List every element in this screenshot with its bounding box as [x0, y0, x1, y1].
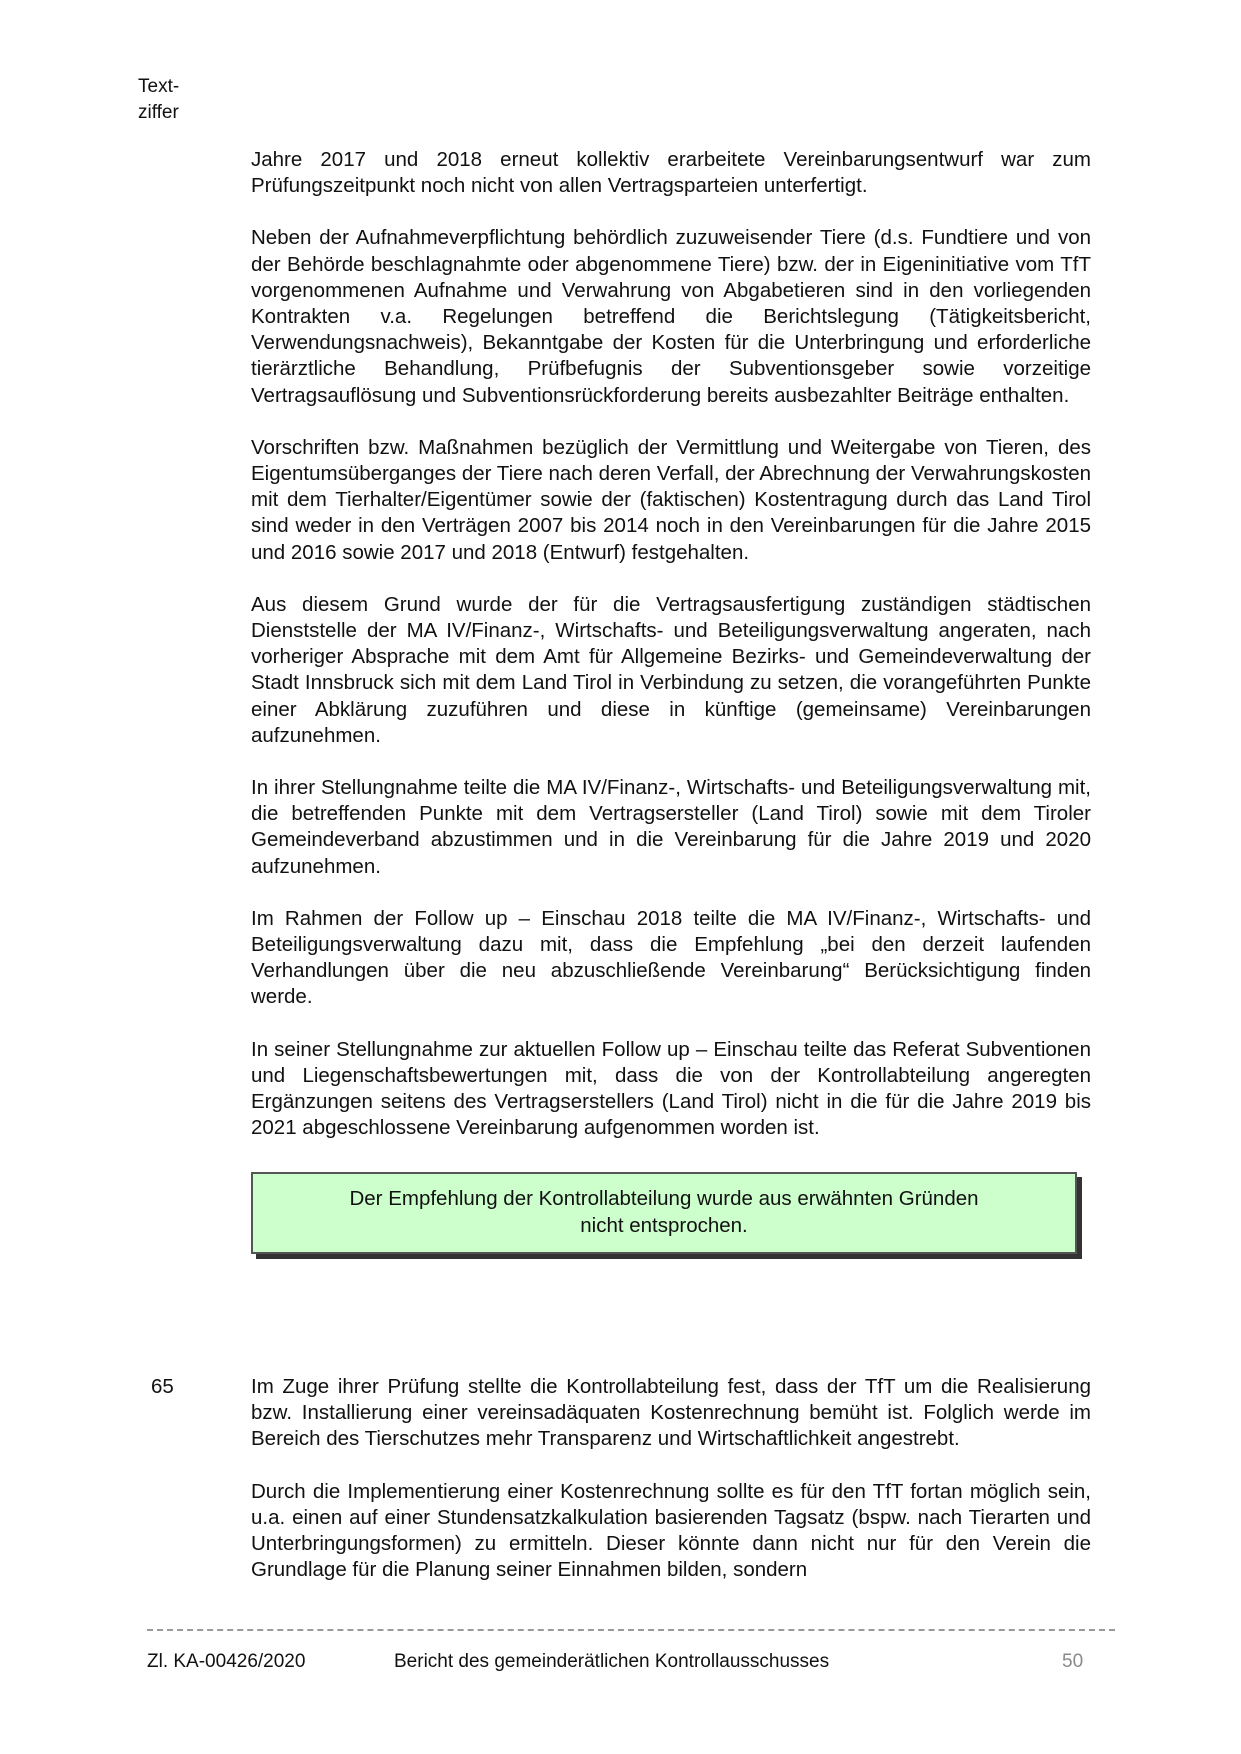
footer-page-number: 50 [1062, 1651, 1084, 1672]
main-text-block [251, 147, 1091, 1254]
footer-title: Bericht des gemeinderätlichen Kontrollausschusses [394, 1651, 830, 1672]
paragraph-2: Neben der Aufnahmeverpflichtung behördlich zuzuweisender Tiere (d.s. Fundtiere und von der Behörde beschlagnahmte oder abgenommene Tiere) bzw. der in Eigeninitiative vom TfT vorgenommenen Aufnahme und Verwahrung von Abgabetieren sind in den vorliegenden Kontrakten v.a. Regelungen betreffend die Berichtslegung (Tätigkeitsbericht, Verwendungsnachweis), Bekanntgabe der Kosten für die Unterbringung und erforderliche tierärztliche Behandlung, Prüfbefugnis der Subventionsgeber sowie vorzeitige Vertragsauflösung und Subventionsrückforderung bereits ausbezahlter Beiträge enthalten. [251, 226, 1091, 407]
paragraph-1: Jahre 2017 und 2018 erneut kollektiv erarbeitete Vereinbarungsentwurf war zum Prüfungszeitpunkt noch nicht von allen Vertragsparteien unterfertigt. [251, 148, 1091, 198]
recommendation-line1: Der Empfehlung der Kontrollabteilung wurde aus erwähnten Gründen [349, 1187, 979, 1211]
recommendation-status-box [251, 1172, 1077, 1254]
section-number: 65 [151, 1375, 174, 1398]
paragraph-5: In ihrer Stellungnahme teilte die MA IV/Finanz-, Wirtschafts- und Beteiligungsverwaltung mit, die betreffenden Punkte mit dem Vertragsersteller (Land Tirol) sowie mit dem Tiroler Gemeindeverband abzustimmen und in die Vereinbarung für die Jahre 2019 und 2020 aufzunehmen. [251, 776, 1091, 878]
recommendation-line2: nicht entsprochen. [580, 1213, 748, 1237]
margin-label-textziffer [138, 74, 218, 126]
section-65-text-block [251, 1374, 1091, 1609]
paragraph-4: Aus diesem Grund wurde der für die Vertragsausfertigung zuständigen städtischen Dienststelle der MA IV/Finanz-, Wirtschafts- und Beteiligungsverwaltung angeraten, nach vorheriger Absprache mit dem Amt für Allgemeine Bezirks- und Gemeindeverwaltung der Stadt Innsbruck sich mit dem Land Tirol in Verbindung zu setzen, die vorangeführten Punkte einer Abklärung zuzuführen und diese in künftige (gemeinsame) Vereinbarungen aufzunehmen. [251, 592, 1091, 747]
margin-label-line2: ziffer [138, 102, 179, 123]
section-65-paragraph-1: Im Zuge ihrer Prüfung stellte die Kontrollabteilung fest, dass der TfT um die Realisierung bzw. Installierung einer vereinsadäquaten Kostenrechnung bemüht ist. Folglich werde im Bereich des Tierschutzes mehr Transparenz und Wirtschaftlichkeit angestrebt. [251, 1375, 1091, 1451]
margin-label-line1: Text- [138, 76, 180, 97]
paragraph-7: In seiner Stellungnahme zur aktuellen Follow up – Einschau teilte das Referat Subventionen und Liegenschaftsbewertungen mit, dass die von der Kontrollabteilung angeregten Ergänzungen seitens des Vertragserstellers (Land Tirol) nicht in die für die Jahre 2019 bis 2021 abgeschlossene Vereinbarung aufgenommen worden ist. [251, 1037, 1091, 1140]
footer-reference: Zl. KA-00426/2020 [147, 1651, 306, 1672]
footer-divider [147, 1629, 1115, 1631]
paragraph-3: Vorschriften bzw. Maßnahmen bezüglich der Vermittlung und Weitergabe von Tieren, des Eigentumsüberganges der Tiere nach deren Verfall, der Abrechnung der Verwahrungskosten mit dem Tierhalter/Eigentümer sowie der (faktischen) Kostentragung durch das Land Tirol sind weder in den Verträgen 2007 bis 2014 noch in den Vereinbarungen für die Jahre 2015 und 2016 sowie 2017 und 2018 (Entwurf) festgehalten. [251, 435, 1091, 564]
paragraph-6: Im Rahmen der Follow up – Einschau 2018 teilte die MA IV/Finanz-, Wirtschafts- und Beteiligungsverwaltung dazu mit, dass die Empfehlung „bei den derzeit laufenden Verhandlungen über die neu abzuschließende Vereinbarung“ Berücksichtigung finden werde. [251, 906, 1091, 1009]
section-65-paragraph-2: Durch die Implementierung einer Kostenrechnung sollte es für den TfT fortan möglich sein, u.a. einen auf einer Stundensatzkalkulation basierenden Tagsatz (bspw. nach Tierarten und Unterbringungsformen) zu ermitteln. Dieser könnte dann nicht nur für den Verein die Grundlage für die Planung seiner Einnahmen bilden, sondern [251, 1479, 1091, 1582]
